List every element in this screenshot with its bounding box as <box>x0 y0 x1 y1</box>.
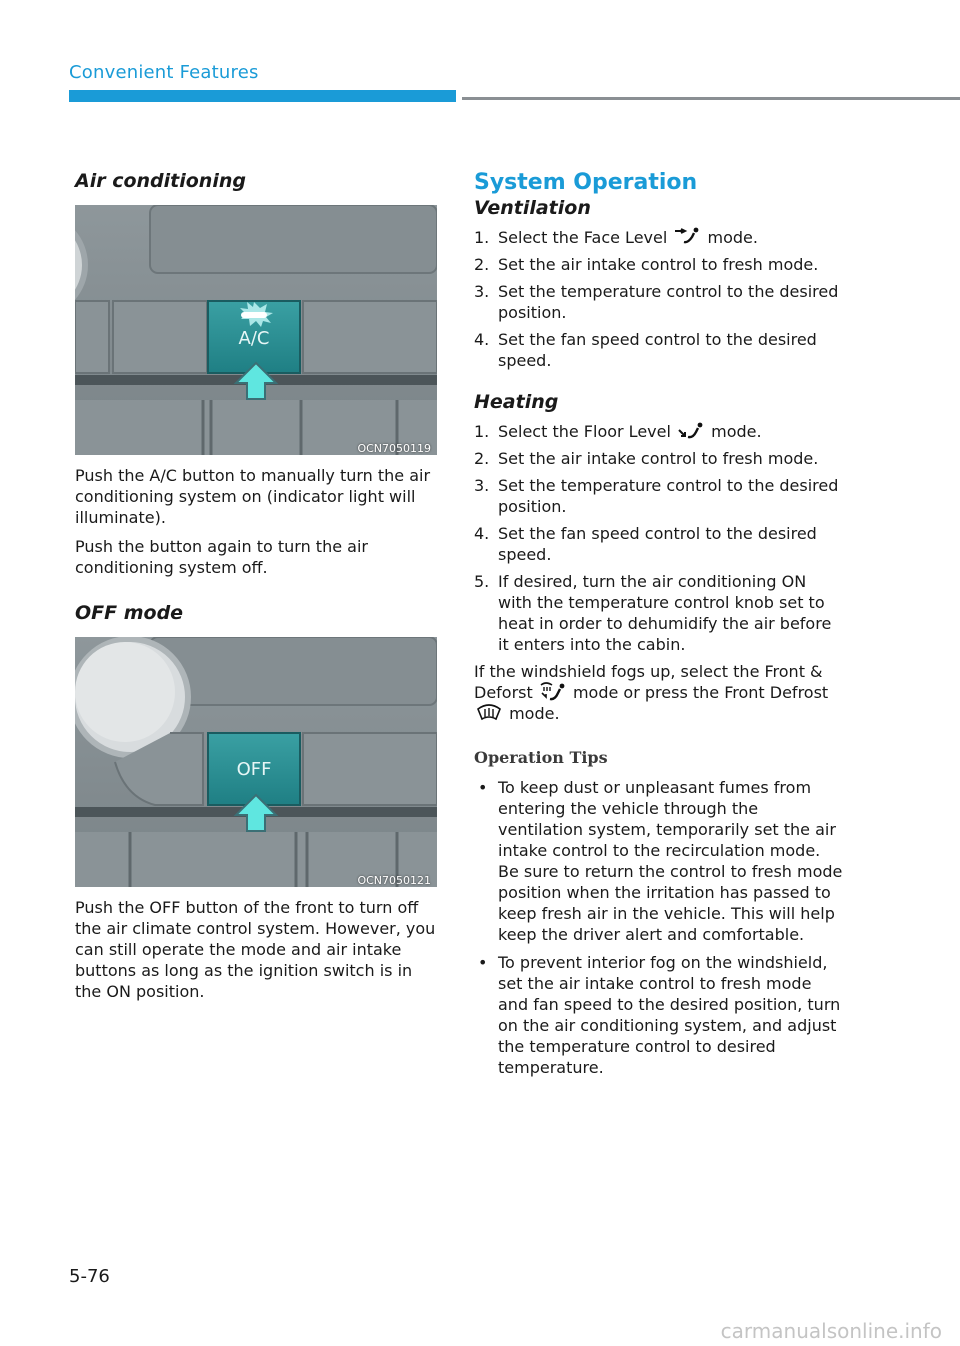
heating-heading: Heating <box>474 391 559 413</box>
floor-level-icon <box>676 421 706 441</box>
list-item <box>474 952 844 1078</box>
list-item <box>474 227 844 248</box>
list-item <box>474 421 844 442</box>
bullet: • <box>478 953 488 972</box>
defrost-floor-icon <box>538 682 568 702</box>
step-text: If desired, turn the air conditioning ON with the temperature control knob set to heat in order to dehumidify the air before it enters into the cabin. <box>498 572 832 654</box>
heating-steps <box>474 421 844 655</box>
tip-text: To prevent interior fog on the windshield, set the air intake control to fresh mode and fan speed to the desired position, turn on the air conditioning system, and adjust the temperature control to desired temperature. <box>498 953 841 1077</box>
front-defrost-icon <box>474 703 504 723</box>
list-item <box>474 254 844 275</box>
figure-code: OCN7050119 <box>357 442 431 455</box>
step-text: Set the temperature control to the desired position. <box>498 282 839 322</box>
list-item <box>474 475 844 517</box>
ventilation-steps <box>474 227 844 371</box>
defrost-note-text: mode or press the Front Defrost <box>572 683 829 702</box>
step-number: 4. <box>474 524 490 543</box>
step-text: Set the air intake control to fresh mode. <box>498 255 819 274</box>
operation-tips-list <box>474 777 844 1078</box>
list-item <box>474 777 844 945</box>
air-conditioning-heading: Air conditioning <box>75 170 246 192</box>
ac-button-label: A/C <box>238 328 270 349</box>
off-mode-heading: OFF mode <box>75 602 184 624</box>
page-number: 5-76 <box>69 1266 110 1287</box>
list-item <box>474 523 844 565</box>
face-level-icon <box>672 227 702 247</box>
left-column <box>75 170 437 1002</box>
system-operation-title: System Operation <box>474 170 698 195</box>
ac-paragraph-2: Push the button again to turn the air conditioning system off. <box>75 537 368 577</box>
operation-tips-heading: Operation Tips <box>474 748 608 767</box>
ac-paragraph-1: Push the A/C button to manually turn the air conditioning system on (indicator light will illuminate). <box>75 466 431 527</box>
header-rule-accent <box>69 90 456 102</box>
ventilation-heading: Ventilation <box>474 197 591 219</box>
step-text-suffix: mode. <box>707 228 758 247</box>
step-number: 5. <box>474 572 490 591</box>
step-number: 1. <box>474 422 490 441</box>
step-number: 3. <box>474 282 490 301</box>
step-number: 4. <box>474 330 490 349</box>
header-title: Convenient Features <box>69 62 259 83</box>
figure-code: OCN7050121 <box>357 874 431 887</box>
step-text: Set the fan speed control to the desired speed. <box>498 330 817 370</box>
list-item <box>474 571 844 655</box>
step-number: 3. <box>474 476 490 495</box>
bullet: • <box>478 778 488 797</box>
defrost-note-text: If the windshield fogs up, select the Front & Deforst <box>474 662 823 702</box>
step-text: Select the Floor Level <box>498 422 671 441</box>
step-number: 2. <box>474 255 490 274</box>
step-text: Select the Face Level <box>498 228 668 247</box>
step-text: Set the air intake control to fresh mode. <box>498 449 819 468</box>
header-rule <box>462 97 960 100</box>
list-item <box>474 329 844 371</box>
off-panel-illustration <box>75 637 437 887</box>
step-number: 2. <box>474 449 490 468</box>
defrost-note <box>474 661 844 724</box>
step-text: Set the temperature control to the desired position. <box>498 476 839 516</box>
step-text-suffix: mode. <box>711 422 762 441</box>
list-item <box>474 281 844 323</box>
ac-panel-illustration <box>75 205 437 455</box>
off-button-figure <box>75 637 437 887</box>
step-text: Set the fan speed control to the desired speed. <box>498 524 817 564</box>
ac-button-figure <box>75 205 437 455</box>
off-button-label: OFF <box>236 759 272 780</box>
right-column <box>474 170 844 1085</box>
list-item <box>474 448 844 469</box>
off-mode-paragraph: Push the OFF button of the front to turn off the air climate control system. However, you can still operate the mode and air intake buttons as long as the ignition switch is in the ON position. <box>75 898 436 1001</box>
defrost-note-text: mode. <box>509 704 560 723</box>
step-number: 1. <box>474 228 490 247</box>
tip-text: To keep dust or unpleasant fumes from entering the vehicle through the ventilation system, temporarily set the air intake control to the recirculation mode. Be sure to return the control to fresh mode position when the irritation has passed to keep fresh air in the vehicle. This will help keep the driver alert and comfortable. <box>498 778 843 944</box>
watermark: carmanualsonline.info <box>720 1319 942 1343</box>
